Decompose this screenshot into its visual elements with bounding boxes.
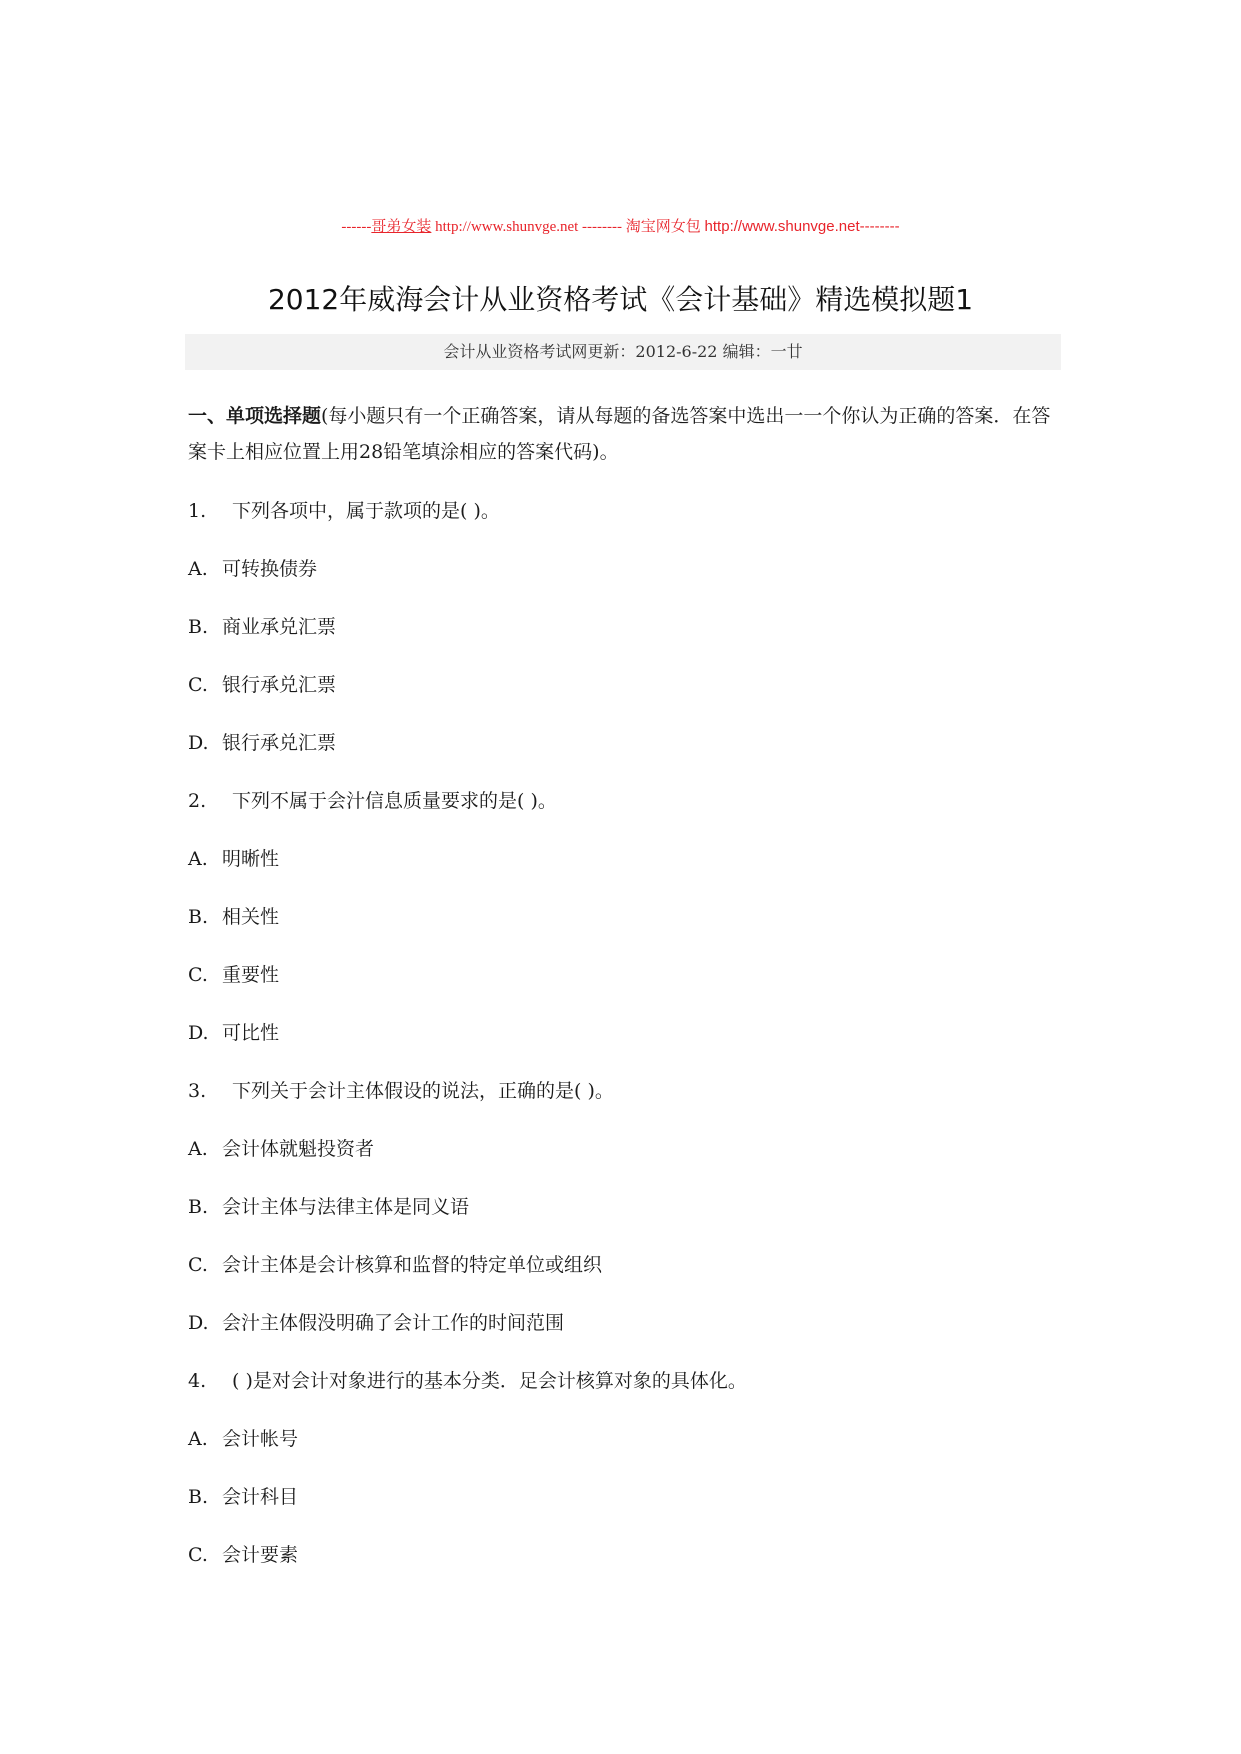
page-title: 2012年威海会计从业资格考试《会计基础》精选模拟题1	[267, 283, 974, 316]
option-letter: B.	[188, 1486, 209, 1508]
header-ad-line	[0, 215, 1241, 236]
question-text: 下列各项中，属于款项的是( )。	[232, 500, 500, 522]
question-item	[188, 1062, 1058, 1120]
option-text: 会计帐号	[222, 1428, 299, 1450]
option-item	[188, 1526, 1058, 1584]
section-instruction: (每小题只有一个正确答案，请从每题的备选答案中选出一一个你认为正确的答案．在答案卡上相应位置上用28铅笔填涂相应的答案代码)。	[188, 405, 1051, 463]
option-letter: C.	[188, 1544, 208, 1566]
option-item	[188, 656, 1058, 714]
update-meta-bar: 会计从业资格考试网更新：2012-6-22 编辑：一廿	[185, 334, 1061, 370]
option-item	[188, 1410, 1058, 1468]
section-heading: 一、单项选择题	[188, 405, 322, 427]
question-text: ( )是对会计对象进行的基本分类．足会计核算对象的具体化。	[232, 1370, 747, 1392]
option-letter: C.	[188, 964, 208, 986]
option-item	[188, 714, 1058, 772]
option-text: 会汁主体假没明确了会计工作的时间范围	[222, 1312, 565, 1334]
header-url-2[interactable]: http://www.shunvge.net--------	[704, 218, 900, 235]
option-text: 银行承兑汇票	[222, 674, 337, 696]
option-item	[188, 540, 1058, 598]
option-item	[188, 1236, 1058, 1294]
option-text: 会计主体是会计核算和监督的特定单位或组织	[222, 1254, 603, 1276]
option-letter: D.	[188, 732, 209, 754]
question-item	[188, 1352, 1058, 1410]
option-letter: A.	[188, 848, 208, 870]
question-text: 下列不属于会汁信息质量要求的是( )。	[232, 790, 557, 812]
document-body	[188, 398, 1058, 1584]
option-letter: D.	[188, 1312, 209, 1334]
option-item	[188, 830, 1058, 888]
option-letter: D.	[188, 1022, 209, 1044]
option-item	[188, 1120, 1058, 1178]
option-text: 商业承兑汇票	[222, 616, 337, 638]
question-item	[188, 482, 1058, 540]
header-url-1[interactable]: http://www.shunvge.net --------	[431, 219, 626, 235]
question-number: 3.	[188, 1080, 207, 1102]
option-item	[188, 1468, 1058, 1526]
option-text: 相关性	[222, 906, 280, 928]
option-letter: A.	[188, 1428, 208, 1450]
option-letter: C.	[188, 1254, 208, 1276]
question-number: 1.	[188, 500, 207, 522]
option-item	[188, 1178, 1058, 1236]
section-intro	[188, 398, 1058, 470]
option-text: 会计要素	[222, 1544, 299, 1566]
option-item	[188, 888, 1058, 946]
option-item	[188, 598, 1058, 656]
header-dashes: ------	[341, 219, 372, 235]
option-text: 银行承兑汇票	[222, 732, 337, 754]
option-item	[188, 1294, 1058, 1352]
question-text: 下列关于会计主体假设的说法，正确的是( )。	[232, 1080, 614, 1102]
option-text: 会计体就魁投资者	[222, 1138, 375, 1160]
option-letter: B.	[188, 906, 209, 928]
option-item	[188, 1004, 1058, 1062]
option-letter: A.	[188, 1138, 208, 1160]
option-letter: A.	[188, 558, 208, 580]
question-item	[188, 772, 1058, 830]
option-letter: B.	[188, 1196, 209, 1218]
option-text: 明晰性	[222, 848, 280, 870]
option-text: 会计主体与法律主体是同义语	[222, 1196, 470, 1218]
question-number: 2.	[188, 790, 207, 812]
question-number: 4.	[188, 1370, 207, 1392]
question-list	[188, 482, 1058, 1584]
option-text: 重要性	[222, 964, 280, 986]
option-text: 可转换债券	[222, 558, 318, 580]
brand-link[interactable]: 哥弟女装	[371, 219, 432, 235]
option-item	[188, 946, 1058, 1004]
option-text: 可比性	[222, 1022, 280, 1044]
header-shop-text: 淘宝网女包	[625, 219, 705, 235]
option-text: 会计科目	[222, 1486, 299, 1508]
option-letter: C.	[188, 674, 208, 696]
option-letter: B.	[188, 616, 209, 638]
